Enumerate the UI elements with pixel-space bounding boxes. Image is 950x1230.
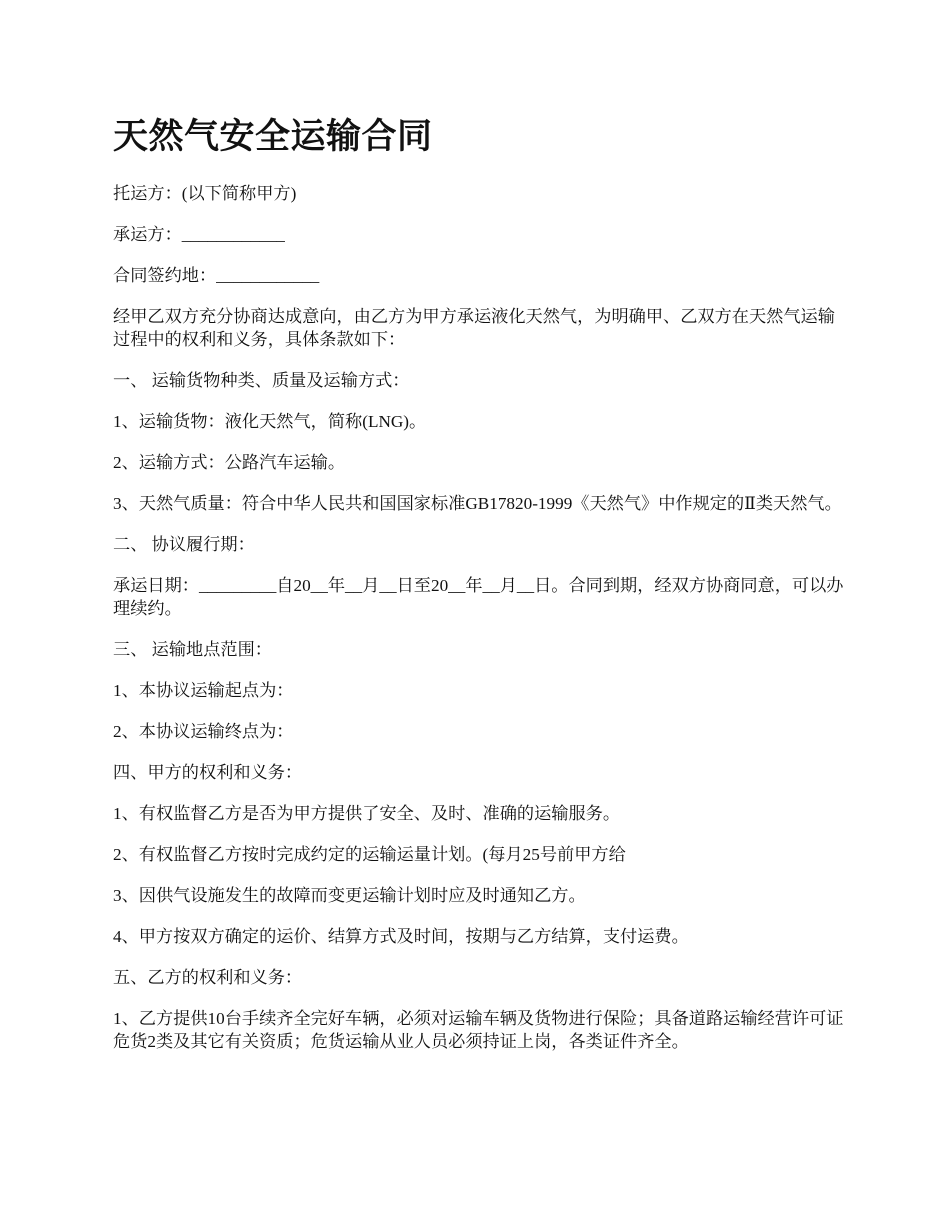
section-heading: 一、 运输货物种类、质量及运输方式： <box>113 371 410 390</box>
shipper-line: 托运方：(以下简称甲方) <box>113 184 297 203</box>
clause-item: 1、运输货物：液化天然气，简称(LNG)。 <box>113 412 427 431</box>
clause-item: 1、乙方提供10台手续齐全完好车辆，必须对运输车辆及货物进行保险；具备道路运输经营许可证危货2类及其它有关资质；危货运输从业人员必须持证上岗，各类证件齐全。 <box>113 1009 844 1051</box>
clause-item: 3、因供气设施发生的故障而变更运输计划时应及时通知乙方。 <box>113 886 586 905</box>
document-title: 天然气安全运输合同 <box>113 117 433 156</box>
section-heading: 五、乙方的权利和义务： <box>113 968 303 987</box>
document-page <box>113 112 848 1071</box>
section-heading: 二、 协议履行期： <box>113 535 255 554</box>
clause-item: 3、天然气质量：符合中华人民共和国国家标准GB17820-1999《天然气》中作规定的Ⅱ类天然气。 <box>113 494 842 513</box>
clause-item: 承运日期：_________自20__年__月__日至20__年__月__日。合同到期，经双方协商同意，可以办理续约。 <box>113 576 844 618</box>
section-heading: 三、 运输地点范围： <box>113 640 272 659</box>
clause-item: 1、本协议运输起点为： <box>113 681 294 700</box>
clause-item: 2、运输方式：公路汽车运输。 <box>113 453 346 472</box>
signing-place-line: 合同签约地：____________ <box>113 266 320 285</box>
section-heading: 四、甲方的权利和义务： <box>113 763 303 782</box>
clause-item: 2、有权监督乙方按时完成约定的运输运量计划。(每月25号前甲方给 <box>113 845 626 864</box>
carrier-line: 承运方：____________ <box>113 225 285 244</box>
intro-paragraph: 经甲乙双方充分协商达成意向，由乙方为甲方承运液化天然气，为明确甲、乙双方在天然气运输过程中的权利和义务，具体条款如下： <box>113 307 835 349</box>
clause-item: 2、本协议运输终点为： <box>113 722 294 741</box>
clause-item: 1、有权监督乙方是否为甲方提供了安全、及时、准确的运输服务。 <box>113 804 621 823</box>
clause-item: 4、甲方按双方确定的运价、结算方式及时间，按期与乙方结算，支付运费。 <box>113 927 689 946</box>
